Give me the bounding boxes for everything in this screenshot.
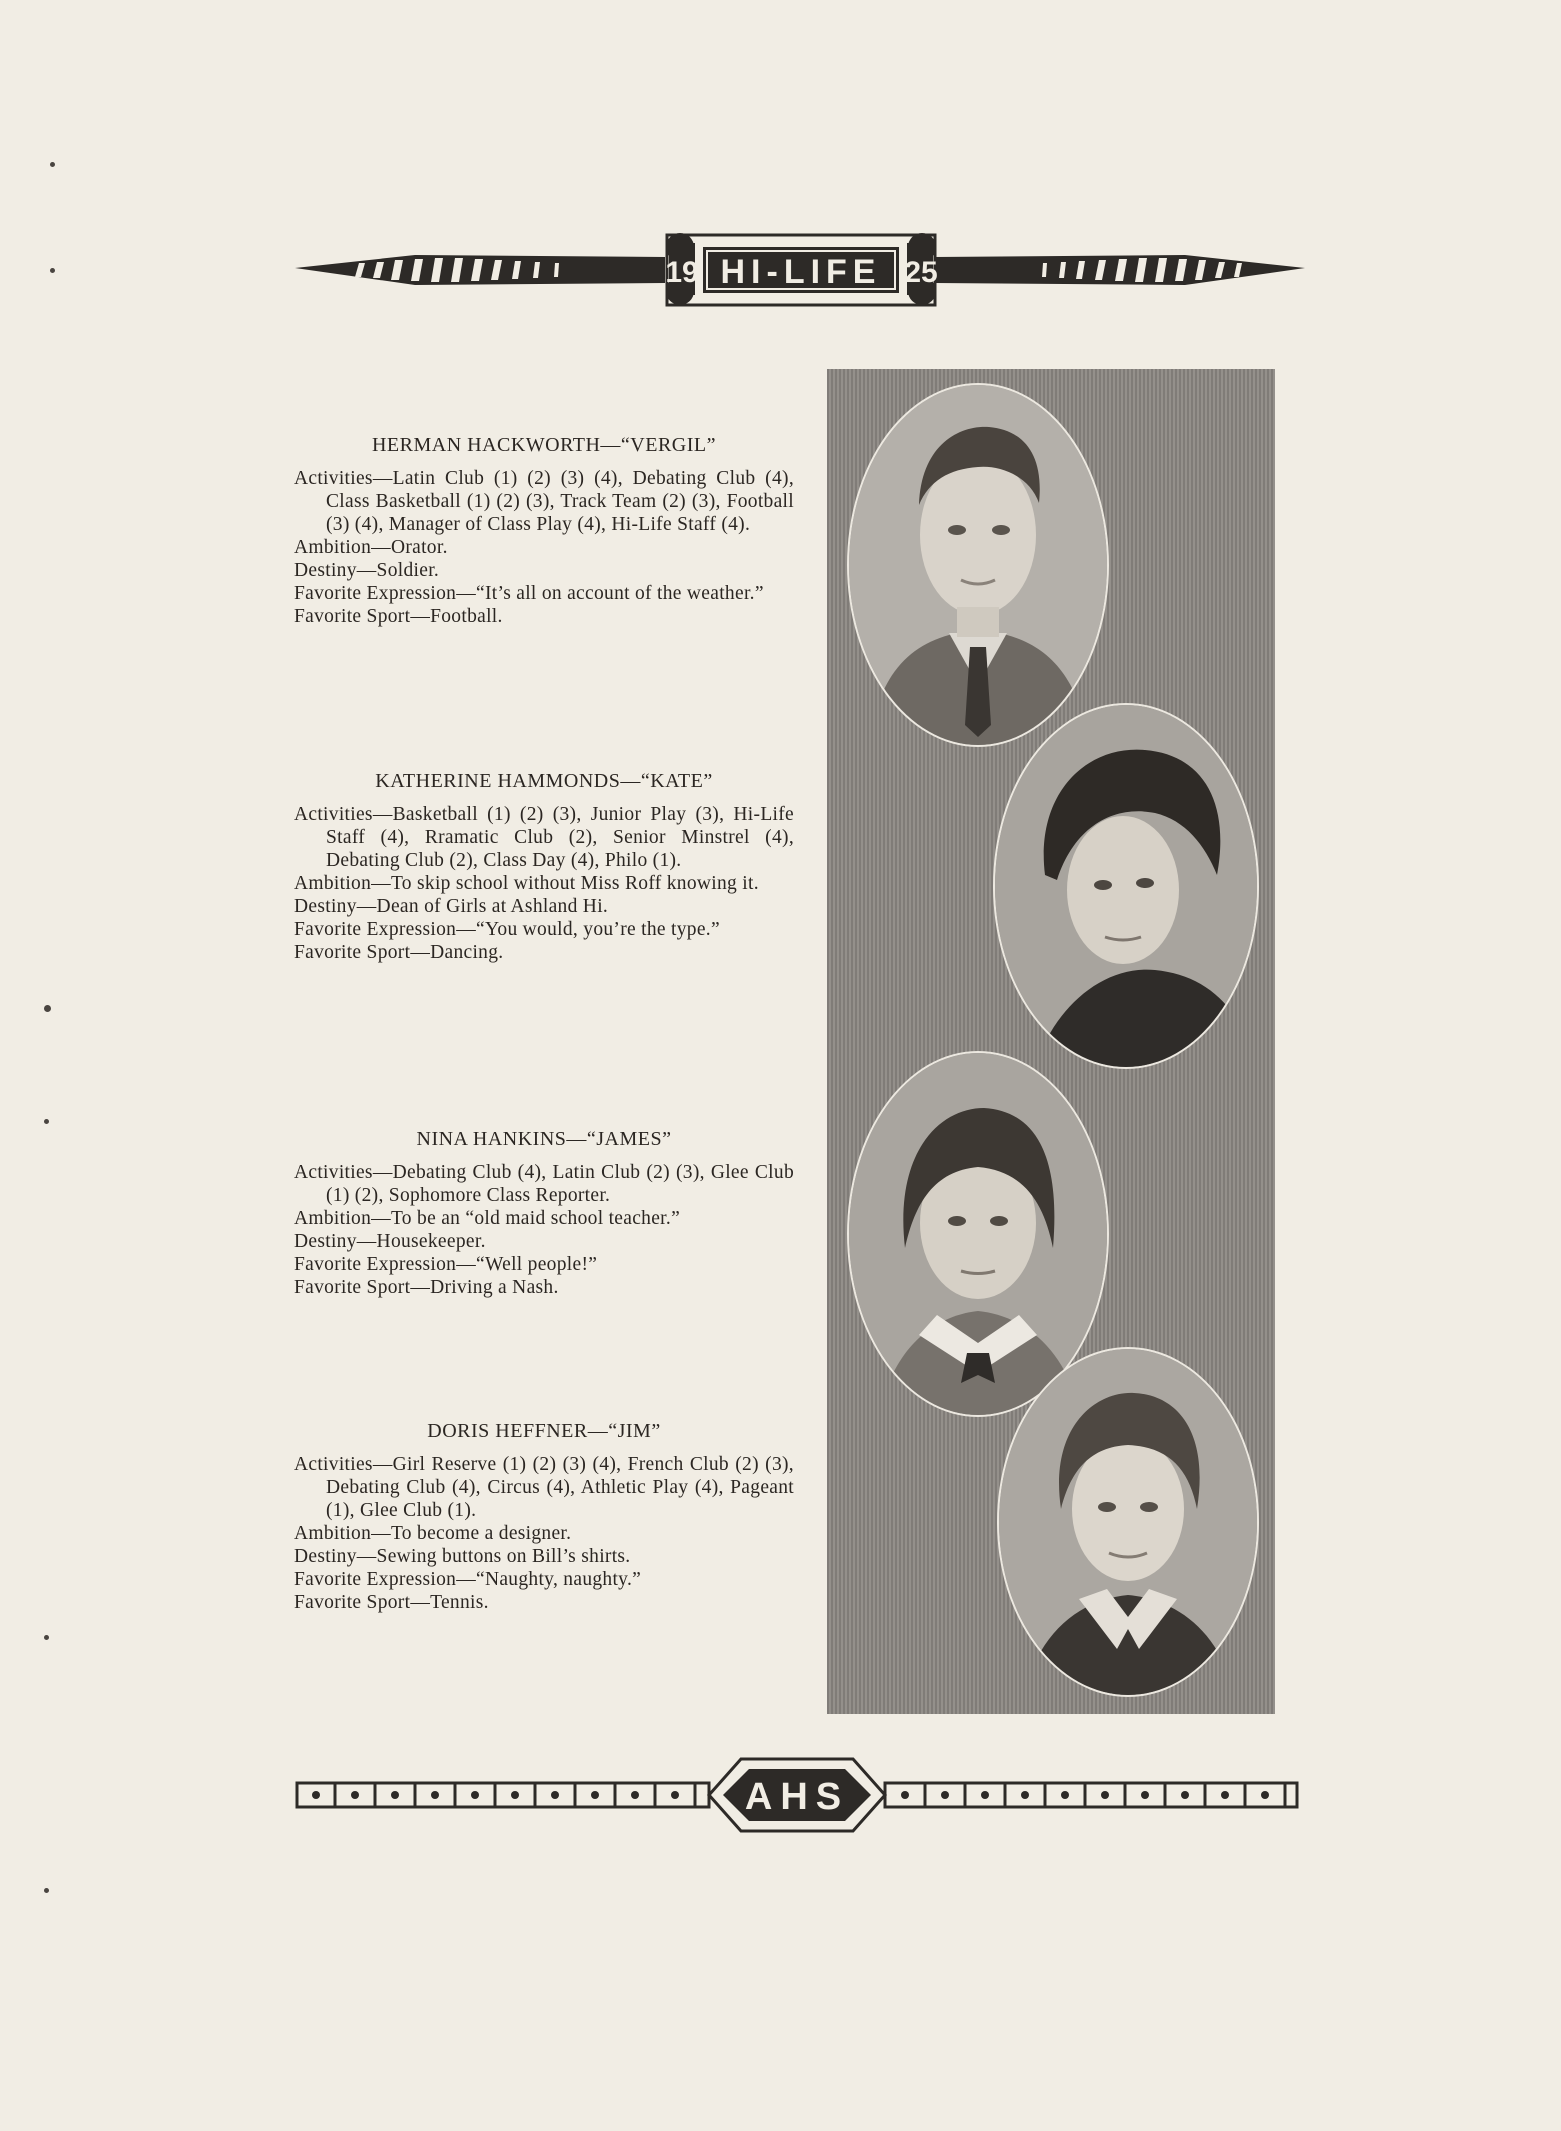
bio-destiny: Destiny—Housekeeper. — [294, 1231, 486, 1252]
bio-destiny: Destiny—Dean of Girls at Ashland Hi. — [294, 896, 609, 917]
bio-favorite-expression: Favorite Expression—“You would, you’re the type.” — [294, 919, 720, 940]
bio-herman-hackworth — [294, 434, 794, 628]
bio-ambition: Ambition—To become a designer. — [294, 1523, 572, 1544]
bio-activities: Activities—Debating Club (4), Latin Club (2) (3), Glee Club (1) (2), Sophomore Class Reporter. — [294, 1162, 794, 1206]
bio-activities: Activities—Basketball (1) (2) (3), Junior Play (3), Hi-Life Staff (4), Rramatic Club (2), Senior Minstrel (4), Debating Club (2), Class Day (4), Philo (1). — [294, 804, 794, 871]
bio-ambition: Ambition—Orator. — [294, 537, 448, 558]
footer-emblem-text: AHS — [744, 1776, 850, 1818]
bio-ambition: Ambition—To be an “old maid school teacher.” — [294, 1208, 681, 1229]
portrait-doris-heffner — [997, 1347, 1259, 1697]
bio-nina-hankins — [294, 1128, 794, 1299]
bio-favorite-expression: Favorite Expression—“Well people!” — [294, 1254, 598, 1275]
hi-life-banner — [295, 225, 1305, 315]
bio-favorite-sport: Favorite Sport—Driving a Nash. — [294, 1277, 559, 1298]
portrait-strip — [827, 369, 1275, 1714]
scan-speck — [44, 1005, 51, 1012]
bio-name: NINA HANKINS—“JAMES” — [416, 1128, 672, 1150]
banner-title: HI-LIFE — [720, 253, 882, 291]
bio-katherine-hammonds — [294, 770, 794, 964]
bio-doris-heffner — [294, 1420, 794, 1614]
bio-ambition: Ambition—To skip school without Miss Roff knowing it. — [294, 873, 759, 894]
portrait-herman-hackworth — [847, 383, 1109, 747]
bio-favorite-sport: Favorite Sport—Football. — [294, 606, 503, 627]
bio-favorite-sport: Favorite Sport—Dancing. — [294, 942, 504, 963]
scan-speck — [50, 162, 55, 167]
bio-name: DORIS HEFFNER—“JIM” — [427, 1420, 661, 1442]
bio-name: HERMAN HACKWORTH—“VERGIL” — [371, 434, 717, 456]
banner-year-right: 25 — [904, 256, 938, 289]
bio-activities: Activities—Girl Reserve (1) (2) (3) (4), French Club (2) (3), Debating Club (4), Circus (4), Athletic Play (4), Pageant (1), Glee Club (1). — [294, 1454, 794, 1521]
bio-destiny: Destiny—Soldier. — [294, 560, 440, 581]
scan-speck — [50, 268, 55, 273]
scan-speck — [44, 1635, 49, 1640]
scan-speck — [44, 1888, 49, 1893]
banner-year-left: 19 — [665, 256, 699, 289]
portrait-nina-hankins — [847, 1051, 1109, 1417]
bio-destiny: Destiny—Sewing buttons on Bill’s shirts. — [294, 1546, 631, 1567]
bio-name: KATHERINE HAMMONDS—“KATE” — [375, 770, 713, 792]
bio-favorite-sport: Favorite Sport—Tennis. — [294, 1592, 489, 1613]
scan-speck — [44, 1119, 49, 1124]
bio-favorite-expression: Favorite Expression—“It’s all on account of the weather.” — [294, 583, 764, 604]
bio-favorite-expression: Favorite Expression—“Naughty, naughty.” — [294, 1569, 642, 1590]
portrait-katherine-hammonds — [993, 703, 1259, 1069]
bio-activities: Activities—Latin Club (1) (2) (3) (4), Debating Club (4), Class Basketball (1) (2) (3), Track Team (2) (3), Football (3) (4), Manager of Class Play (4), Hi-Life Staff (4). — [294, 468, 794, 535]
ahs-footer-banner — [295, 1755, 1300, 1837]
